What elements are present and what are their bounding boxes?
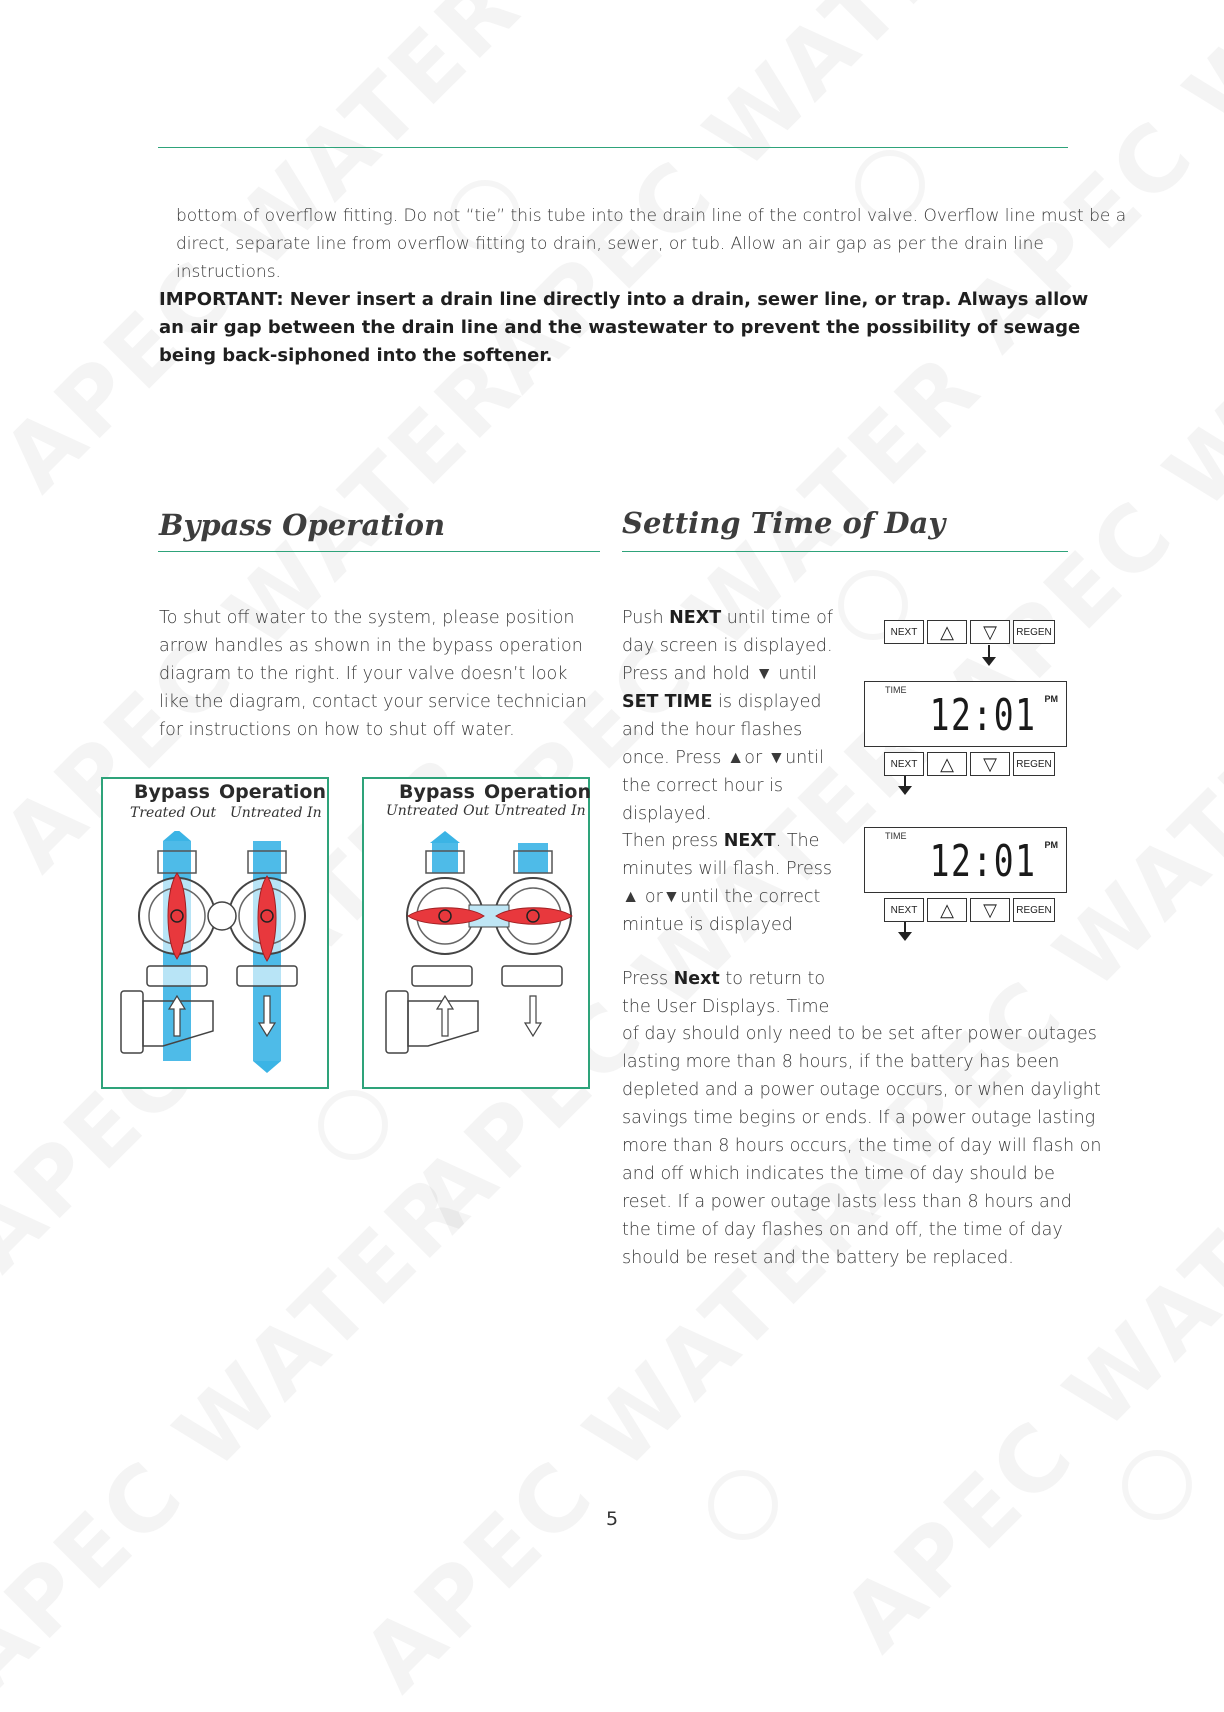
down-button (970, 752, 1010, 776)
diagram-sublabel-right: Untreated In (230, 805, 322, 821)
page-number: 5 (605, 1508, 619, 1530)
diagram-label-bypass: Bypass (134, 781, 210, 803)
diagram-label-bypass: Bypass (399, 781, 475, 803)
time-step-3: Press Next to return to the User Displays. Time (622, 969, 830, 1017)
up-triangle-icon: ▲ (622, 887, 640, 907)
regen-button: REGEN (1013, 620, 1055, 644)
down-triangle-icon: ▼ (755, 664, 773, 684)
display-time-value: 12:01 (929, 836, 1036, 887)
display-ampm: PM (1044, 694, 1058, 704)
down-triangle-outline-icon: ▽ (983, 753, 997, 774)
bypass-heading-rule (158, 551, 600, 552)
next-keyword: NEXT (723, 831, 776, 851)
down-triangle-icon: ▼ (662, 887, 681, 907)
header-rule (158, 147, 1068, 148)
up-button (927, 898, 967, 922)
overflow-paragraph: bottom of overflow fitting. Do not “tie” this tube into the drain line of the control valve. Overflow line must be a direct, separate line from overflow fitting to drain, sewer, or tub. Allow an air gap as per the drain line instructions. (176, 206, 1127, 282)
time-step-2: Then press NEXT. The minutes will flash. Press ▲ or▼until the correct mintue is displayed (622, 831, 832, 935)
time-of-day-heading: Setting Time of Day (622, 506, 946, 540)
next-keyword: NEXT (669, 608, 722, 628)
bypass-diagram-service (101, 777, 329, 1089)
down-triangle-outline-icon: ▽ (983, 621, 997, 642)
time-of-day-heading-rule (622, 551, 1068, 552)
regen-button: REGEN (1013, 898, 1055, 922)
down-button (970, 620, 1010, 644)
display-time-value: 12:01 (929, 690, 1036, 741)
display-time-label: TIME (885, 685, 907, 695)
diagram-sublabel-left: Untreated Out (386, 803, 490, 819)
important-notice: IMPORTANT: Never insert a drain line directly into a drain, sewer line, or trap. Always allow an air gap between the drain line and the wastewater to prevent the possibility of sewage being back-siphoned into the softener. (159, 289, 1089, 366)
bypass-heading: Bypass Operation (159, 508, 446, 542)
time-display-1 (864, 681, 1067, 747)
set-time-keyword: SET TIME (622, 692, 713, 712)
down-button (970, 898, 1010, 922)
diagram-label-operation: Operation (219, 781, 327, 803)
bypass-diagram-bypass (362, 777, 590, 1089)
diagram-sublabel-right: Untreated In (494, 803, 586, 819)
up-triangle-outline-icon: △ (940, 621, 954, 642)
time-step-1: Push NEXT until time of day screen is displayed. Press and hold ▼ until SET TIME is displayed and the hour flashes once. Press ▲or ▼until the correct hour is displayed. (622, 608, 834, 824)
display-ampm: PM (1044, 840, 1058, 850)
controller-buttons-bottom (884, 898, 1055, 922)
bypass-valve-service-illustration (103, 831, 327, 1081)
next-keyword: Next (673, 969, 720, 989)
arrow-down-icon (895, 922, 915, 942)
time-display-2 (864, 827, 1067, 893)
bypass-valve-bypass-illustration (364, 831, 588, 1081)
next-button: NEXT (884, 752, 924, 776)
up-triangle-outline-icon: △ (940, 899, 954, 920)
controller-buttons-top (884, 620, 1055, 644)
arrow-down-icon (895, 776, 915, 796)
up-triangle-outline-icon: △ (940, 753, 954, 774)
time-of-day-paragraph: of day should only need to be set after power outages lasting more than 8 hours, if the battery has been depleted and a power outage occurs, or when daylight savings time begins or ends. If a power outage lasting more than 8 hours occurs, the time of day will flash on and off which indicates the time of day should be reset. If a power outage lasts less than 8 hours and the time of day flashes on and off, the time of day should be reset and the battery be replaced. (622, 1024, 1102, 1268)
down-triangle-outline-icon: ▽ (983, 899, 997, 920)
diagram-label-operation: Operation (484, 781, 592, 803)
display-time-label: TIME (885, 831, 907, 841)
up-triangle-icon: ▲ (726, 748, 745, 768)
diagram-sublabel-left: Treated Out (130, 805, 217, 821)
watermark-seal-icon (318, 1090, 388, 1160)
watermark (0, 1153, 491, 1711)
next-button: NEXT (884, 620, 924, 644)
regen-button: REGEN (1013, 752, 1055, 776)
controller-buttons-middle (884, 752, 1055, 776)
next-button: NEXT (884, 898, 924, 922)
up-button (927, 620, 967, 644)
down-triangle-icon: ▼ (767, 748, 786, 768)
arrow-down-icon (979, 645, 999, 667)
bypass-paragraph: To shut off water to the system, please position arrow handles as shown in the bypass operation diagram to the right. If your valve doesn’t look like the diagram, contact your service technician for instructions on how to shut off water. (159, 608, 587, 740)
up-button (927, 752, 967, 776)
